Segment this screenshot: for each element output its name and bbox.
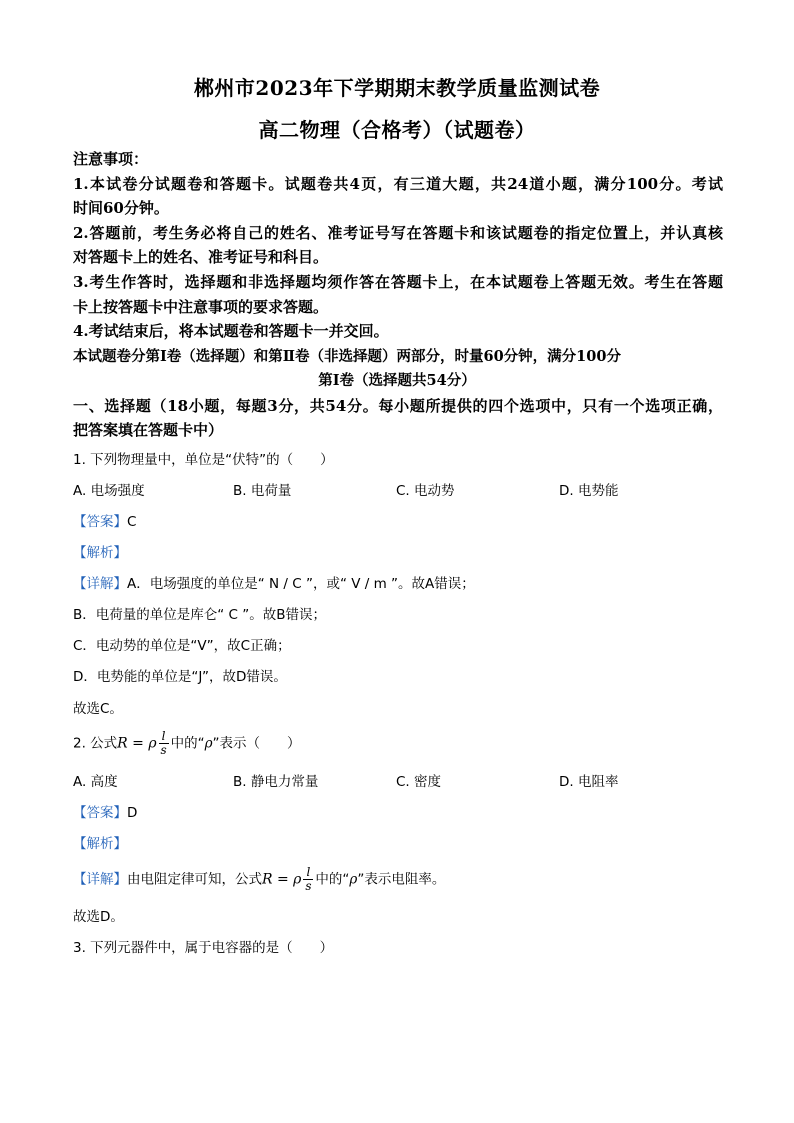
exam-subtitle: 高二物理（合格考）（试题卷） [258,118,536,142]
q1-detail-c: C．电动势的单位是“V”，故C正确； [73,638,291,654]
q1-stem: 1. 下列物理量中，单位是“伏特”的（ ） [73,452,334,468]
q2-detail-formula-lhs: R = ρ [262,871,302,888]
q1-detail-tag: 【详解】 [73,576,127,592]
q2-rho-symbol: ρ [204,735,213,752]
q2-answer-value: D [127,805,138,821]
q2-analysis-tag: 【解析】 [73,836,127,852]
q2-stem-end: ”表示（ ） [212,735,301,752]
q1-detail-a: A．电场强度的单位是“ N / C ”，或“ V / m ”。故A错误； [127,576,475,592]
q1-option-a: A. 电场强度 [73,483,145,499]
section-one-heading-line-1: 一、选择题（18小题，每题3分，共54分。每小题所提供的四个选项中，只有一个选项正确， [73,397,723,415]
q2-stem [73,730,723,757]
notice-item-3-line-2: 卡上按答题卡中注意事项的要求答题。 [73,298,329,316]
q1-option-d: D. 电势能 [559,483,619,499]
q2-fraction-denominator: s [160,743,167,757]
q2-detail-prefix: 由电阻定律可知，公式 [127,871,262,888]
q2-stem-suffix: 中的“ [170,735,205,752]
q2-detail-suffix: 中的“ [315,871,350,888]
notice-item-1-line-1: 1.本试卷分试题卷和答题卡。试题卷共4页，有三道大题，共24道小题，满分100分。考试 [73,175,723,193]
q2-option-a: A. 高度 [73,774,118,790]
exam-title: 郴州市2023年下学期期末教学质量监测试卷 [193,76,601,100]
q2-stem-prefix: 2. 公式 [73,735,118,752]
notice-item-2-line-1: 2.答题前，考生务必将自己的姓名、准考证号写在答题卡和该试题卷的指定位置上，并认真核 [73,224,723,242]
q2-conclusion: 故选D。 [73,909,124,925]
section-one-heading-line-2: 把答案填在答题卡中） [73,421,224,439]
q3-stem: 3. 下列元器件中，属于电容器的是（ ） [73,940,334,956]
q2-answer [73,801,723,821]
q2-option-c: C. 密度 [396,774,442,790]
q2-detail-rho-symbol: ρ [349,871,358,888]
q2-detail-fraction-denominator: s [305,879,312,893]
notice-item-2-line-2: 对答题卡上的姓名、准考证号和科目。 [73,248,329,266]
q1-detail-b: B．电荷量的单位是库仑“ C ”。故B错误； [73,607,327,623]
notice-item-1-line-2: 时间60分钟。 [73,199,169,217]
paper-structure: 本试题卷分第Ⅰ卷（选择题）和第Ⅱ卷（非选择题）两部分，时量60分钟，满分100分 [73,348,621,365]
q2-option-b: B. 静电力常量 [233,774,319,790]
q2-detail-fraction-numerator: l [306,865,311,879]
q1-option-b: B. 电荷量 [233,483,292,499]
q1-detail-d: D．电势能的单位是“J”，故D错误。 [73,669,287,685]
q2-detail-line [73,866,723,893]
q2-option-d: D. 电阻率 [559,774,619,790]
q2-fraction-numerator: l [161,729,166,743]
notice-heading: 注意事项： [73,150,149,168]
part-one-title: 第Ⅰ卷（选择题共54分） [318,372,476,389]
q2-answer-tag: 【答案】 [73,805,127,821]
q2-detail-tag: 【详解】 [73,871,127,888]
q1-detail-a-line [73,572,723,592]
q1-answer-value: C [127,514,137,530]
q1-analysis-tag: 【解析】 [73,545,127,561]
q1-conclusion: 故选C。 [73,701,123,717]
q2-formula [117,730,170,757]
q2-detail-formula [262,866,315,893]
q1-answer-tag: 【答案】 [73,514,127,530]
q1-answer [73,510,723,530]
q2-fraction [159,730,169,757]
q2-detail-end: ”表示电阻率。 [357,871,446,888]
notice-item-3-line-1: 3.考生作答时，选择题和非选择题均须作答在答题卡上，在本试题卷上答题无效。考生在答题 [73,273,723,291]
notice-item-4: 4.考试结束后，将本试题卷和答题卡一并交回。 [73,322,389,340]
q2-formula-lhs: R = ρ [117,735,157,752]
q1-option-c: C. 电动势 [396,483,455,499]
q2-detail-fraction [303,866,313,893]
